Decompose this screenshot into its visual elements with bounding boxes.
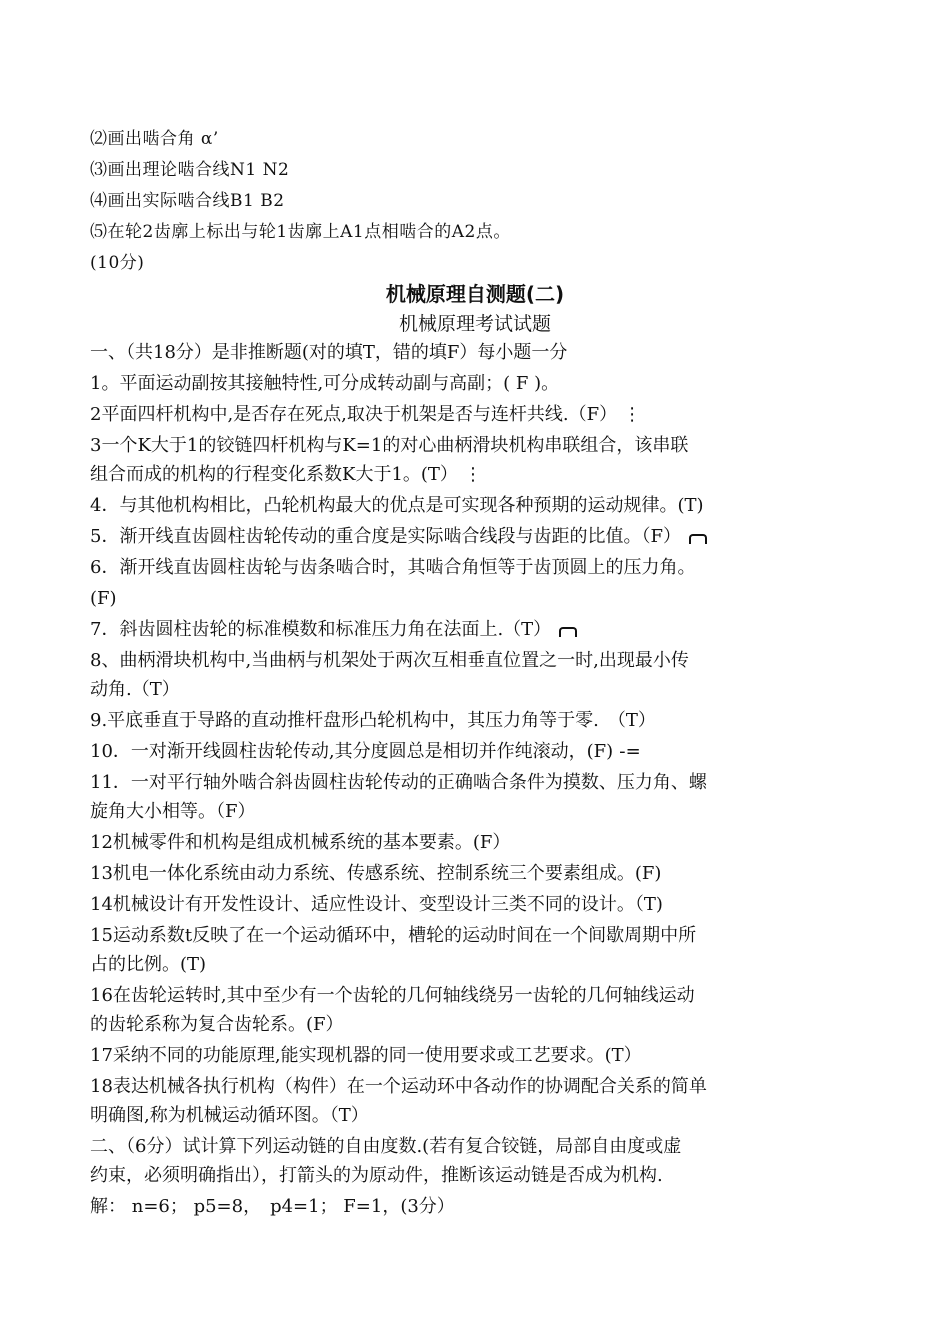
equals-mark: -= — [619, 741, 641, 762]
question-line: (F) — [90, 588, 117, 609]
question-line: 6．渐开线直齿圆柱齿轮与齿条啮合时，其啮合角恒等于齿顶圆上的压力角。 — [90, 557, 696, 578]
top-item-5: (10分) — [90, 253, 145, 273]
question-line: 4．与其他机构相比，凸轮机构最大的优点是可实现各种预期的运动规律。(T) — [90, 495, 704, 516]
question-text: 5．渐开线直齿圆柱齿轮传动的重合度是实际啮合线段与齿距的比值。（F） — [90, 526, 681, 547]
question-line: 3一个K大于1的铰链四杆机构与K=1的对心曲柄滑块机构串联组合，该串联 — [90, 435, 689, 456]
question-text: 10．一对渐开线圆柱齿轮传动,其分度圆总是相切并作纯滚动，(F) — [90, 741, 614, 762]
top-item-2: ⑶画出理论啮合线N1 N2 — [90, 160, 290, 180]
section1-heading: 一、（共18分）是非推断题(对的填T，错的填F）每小题一分 — [90, 342, 568, 363]
cap-mark — [559, 627, 577, 637]
top-item-4: ⑸在轮2齿廓上标出与轮1齿廓上A1点相啮合的A2点。 — [90, 222, 511, 242]
answer-line: 解： n=6； p5=8， p4=1； F=1，(3分） — [90, 1196, 455, 1217]
question-line: 13机电一体化系统由动力系统、传感系统、控制系统三个要素组成。(F) — [90, 863, 662, 884]
question-line: 动角.（T） — [90, 679, 180, 700]
top-item-1: ⑵画出啮合角 α’ — [90, 129, 219, 149]
question-line — [90, 739, 870, 765]
question-line: 12机械零件和机构是组成机械系统的基本要素。(F） — [90, 832, 511, 853]
question-line: 明确图,称为机械运动循环图。（T） — [90, 1105, 369, 1126]
question-line: 18表达机械各执行机构（构件）在一个运动环中各动作的协调配合关系的简单 — [90, 1076, 707, 1097]
question-text: 2平面四杆机构中,是否存在死点,取决于机架是否与连杆共线.（F） — [90, 404, 618, 425]
question-line: 11．一对平行轴外啮合斜齿圆柱齿轮传动的正确啮合条件为摸数、压力角、螺 — [90, 772, 707, 793]
question-line: 15运动系数t反映了在一个运动循环中，槽轮的运动时间在一个间歇周期中所 — [90, 925, 697, 946]
question-line: 1。平面运动副按其接触特性,可分成转动副与高副；( F )。 — [90, 373, 560, 394]
dots-mark: ⋮ — [623, 404, 642, 425]
question-line — [90, 524, 870, 550]
question-line — [90, 402, 870, 428]
question-line: 旋角大小相等。（F） — [90, 801, 256, 822]
question-text: 组合而成的机构的行程变化系数K大于1。(T） — [90, 464, 458, 485]
question-line: 17采纳不同的功能原理,能实现机器的同一使用要求或工艺要求。(T） — [90, 1045, 642, 1066]
cap-mark — [689, 534, 707, 544]
section-subtitle: 机械原理考试试题 — [398, 313, 551, 335]
question-line: 16在齿轮运转时,其中至少有一个齿轮的几何轴线绕另一齿轮的几何轴线运动 — [90, 985, 695, 1006]
question-line: 占的比例。(T) — [90, 954, 207, 975]
question-line: 9.平底垂直于导路的直动推杆盘形凸轮机构中，其压力角等于零. （T） — [90, 710, 656, 731]
question-line — [90, 462, 870, 488]
question-line: 约束，必须明确指出），打箭头的为原动件，推断该运动链是否成为机构. — [90, 1165, 663, 1186]
question-line: 14机械设计有开发性设计、适应性设计、变型设计三类不同的设计。（T) — [90, 894, 663, 915]
question-line: 的齿轮系称为复合齿轮系。(F） — [90, 1014, 344, 1035]
question-text: 7．斜齿圆柱齿轮的标准模数和标准压力角在法面上.（T） — [90, 619, 552, 640]
question-line: 二、（6分）试计算下列运动链的自由度数.(若有复合铰链，局部自由度或虚 — [90, 1136, 682, 1157]
section-title: 机械原理自测题(二) — [385, 282, 565, 306]
dots-mark: ⋮ — [463, 464, 482, 485]
question-line: 8、曲柄滑块机构中,当曲柄与机架处于两次互相垂直位置之一时,出现最小传 — [90, 650, 689, 671]
question-line — [90, 617, 870, 643]
top-item-3: ⑷画出实际啮合线B1 B2 — [90, 191, 285, 211]
